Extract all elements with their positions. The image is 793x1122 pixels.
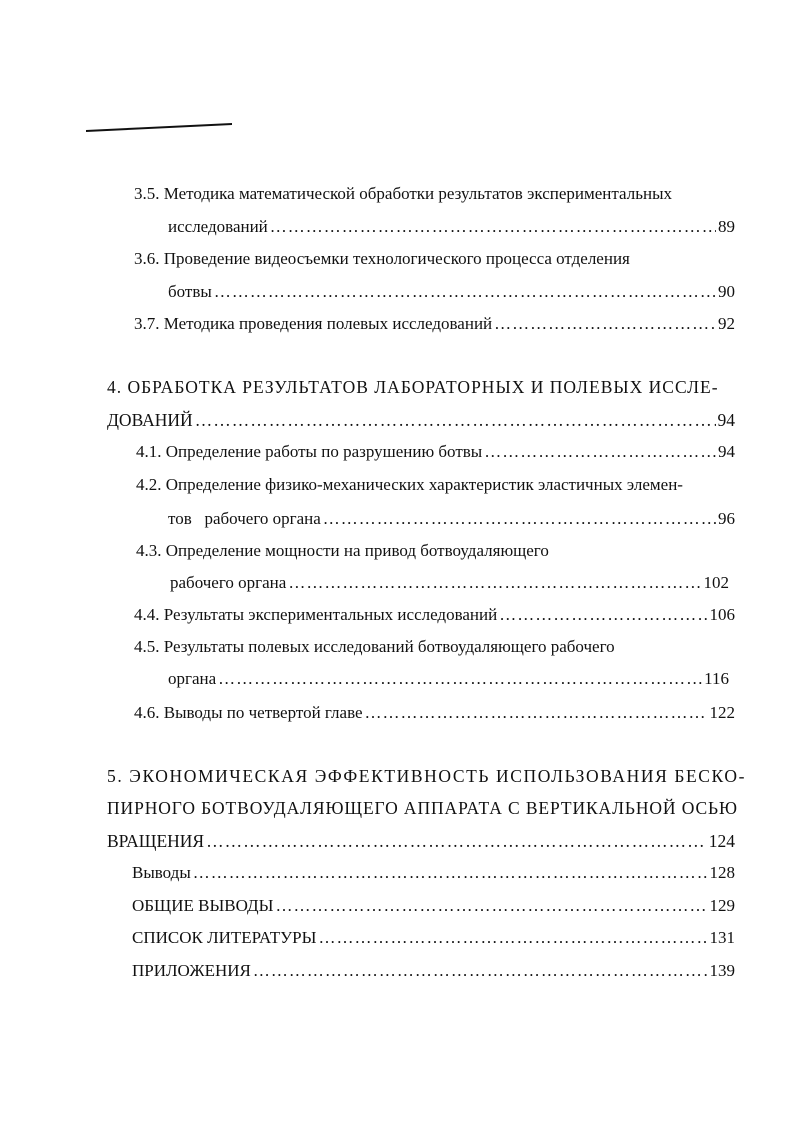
toc-ch4-line1: 4. ОБРАБОТКА РЕЗУЛЬТАТОВ ЛАБОРАТОРНЫХ И ПОЛЕВЫХ ИССЛЕ- xyxy=(107,377,719,397)
dot-leader xyxy=(494,313,716,335)
toc-4-2-page: 96 xyxy=(718,509,735,528)
dot-leader xyxy=(195,409,716,431)
toc-entry-4-5[interactable] xyxy=(168,668,729,690)
toc-3-5-line2: исследований xyxy=(168,217,268,236)
toc-ch5-line3: ВРАЩЕНИЯ xyxy=(107,831,205,851)
toc-entry-4-6[interactable] xyxy=(134,702,735,724)
toc-prilozh-text: ПРИЛОЖЕНИЯ xyxy=(132,961,251,980)
toc-ch5-line2: ПИРНОГО БОТВОУДАЛЯЮЩЕГО АППАРАТА С ВЕРТИКАЛЬНОЙ ОСЬЮ xyxy=(107,798,738,818)
dot-leader xyxy=(499,604,707,626)
toc-ch5-line1: 5. ЭКОНОМИЧЕСКАЯ ЭФФЕКТИВНОСТЬ ИСПОЛЬЗОВАНИЯ БЕСКО- xyxy=(107,766,747,786)
toc-4-3-page: 102 xyxy=(703,573,729,592)
toc-4-3-line2: рабочего органа xyxy=(170,573,287,592)
dot-leader xyxy=(206,830,707,852)
toc-entry-4-4[interactable] xyxy=(134,604,735,626)
toc-4-5-line1: 4.5. Результаты полевых исследований ботвоудаляющего рабочего xyxy=(134,637,615,656)
toc-vyvody-page: 128 xyxy=(709,863,735,882)
dot-leader xyxy=(323,508,716,530)
toc-entry-references[interactable] xyxy=(132,927,735,949)
dot-leader xyxy=(484,441,716,463)
toc-4-1-text: 4.1. Определение работы по разрушению ботвы xyxy=(136,442,483,461)
toc-obshie-page: 129 xyxy=(709,896,735,915)
toc-3-5-page: 89 xyxy=(718,217,735,236)
toc-4-2-line1: 4.2. Определение физико-механических характеристик эластичных элемен- xyxy=(136,475,683,494)
toc-prilozh-page: 139 xyxy=(709,961,735,980)
toc-vyvody-text: Выводы xyxy=(132,863,191,882)
toc-entry-appendices[interactable] xyxy=(132,960,735,982)
toc-entry-ch4[interactable] xyxy=(107,409,735,431)
toc-3-6-line2: ботвы xyxy=(168,282,212,301)
toc-3-6-line1: 3.6. Проведение видеосъемки технологического процесса отделения xyxy=(134,249,630,268)
toc-4-5-line2: органа xyxy=(168,669,217,688)
toc-4-4-page: 106 xyxy=(709,605,735,624)
dot-leader xyxy=(214,281,716,303)
toc-entry-4-1[interactable] xyxy=(136,441,735,463)
toc-4-4-text: 4.4. Результаты экспериментальных исследований xyxy=(134,605,498,624)
dot-leader xyxy=(270,216,716,238)
dot-leader xyxy=(275,895,707,917)
toc-spisok-page: 131 xyxy=(709,928,735,947)
toc-ch4-line2: ДОВАНИЙ xyxy=(107,410,193,430)
dot-leader xyxy=(365,702,708,724)
dot-leader xyxy=(253,960,708,982)
toc-entry-3-6[interactable] xyxy=(168,281,735,303)
toc-4-1-page: 94 xyxy=(718,442,735,461)
toc-4-2-line2: тов рабочего органа xyxy=(168,509,321,528)
toc-4-6-page: 122 xyxy=(709,703,735,722)
toc-4-6-text: 4.6. Выводы по четвертой главе xyxy=(134,703,363,722)
toc-3-6-page: 90 xyxy=(718,282,735,301)
toc-entry-ch5[interactable] xyxy=(107,830,735,852)
toc-spisok-text: СПИСОК ЛИТЕРАТУРЫ xyxy=(132,928,317,947)
toc-obshie-text: ОБЩИЕ ВЫВОДЫ xyxy=(132,896,274,915)
toc-entry-vyvody[interactable] xyxy=(132,862,735,884)
toc-entry-4-2[interactable] xyxy=(168,508,735,530)
toc-entry-4-3[interactable] xyxy=(170,572,729,594)
toc-ch4-page: 94 xyxy=(717,410,735,430)
toc-4-3-line1: 4.3. Определение мощности на привод ботвоудаляющего xyxy=(136,541,549,560)
toc-3-7-page: 92 xyxy=(718,314,735,333)
dot-leader xyxy=(218,668,702,690)
dot-leader xyxy=(288,572,701,594)
toc-entry-3-7[interactable] xyxy=(134,313,735,335)
toc-ch5-page: 124 xyxy=(708,831,735,851)
scan-artifact-stroke xyxy=(86,120,232,132)
dot-leader xyxy=(193,862,708,884)
toc-entry-3-5[interactable] xyxy=(168,216,735,238)
toc-3-7-text: 3.7. Методика проведения полевых исследований xyxy=(134,314,493,333)
toc-4-5-page: 116 xyxy=(704,669,729,688)
dot-leader xyxy=(318,927,707,949)
toc-entry-general-conclusions[interactable] xyxy=(132,895,735,917)
toc-3-5-line1: 3.5. Методика математической обработки результатов экспериментальных xyxy=(134,184,672,203)
